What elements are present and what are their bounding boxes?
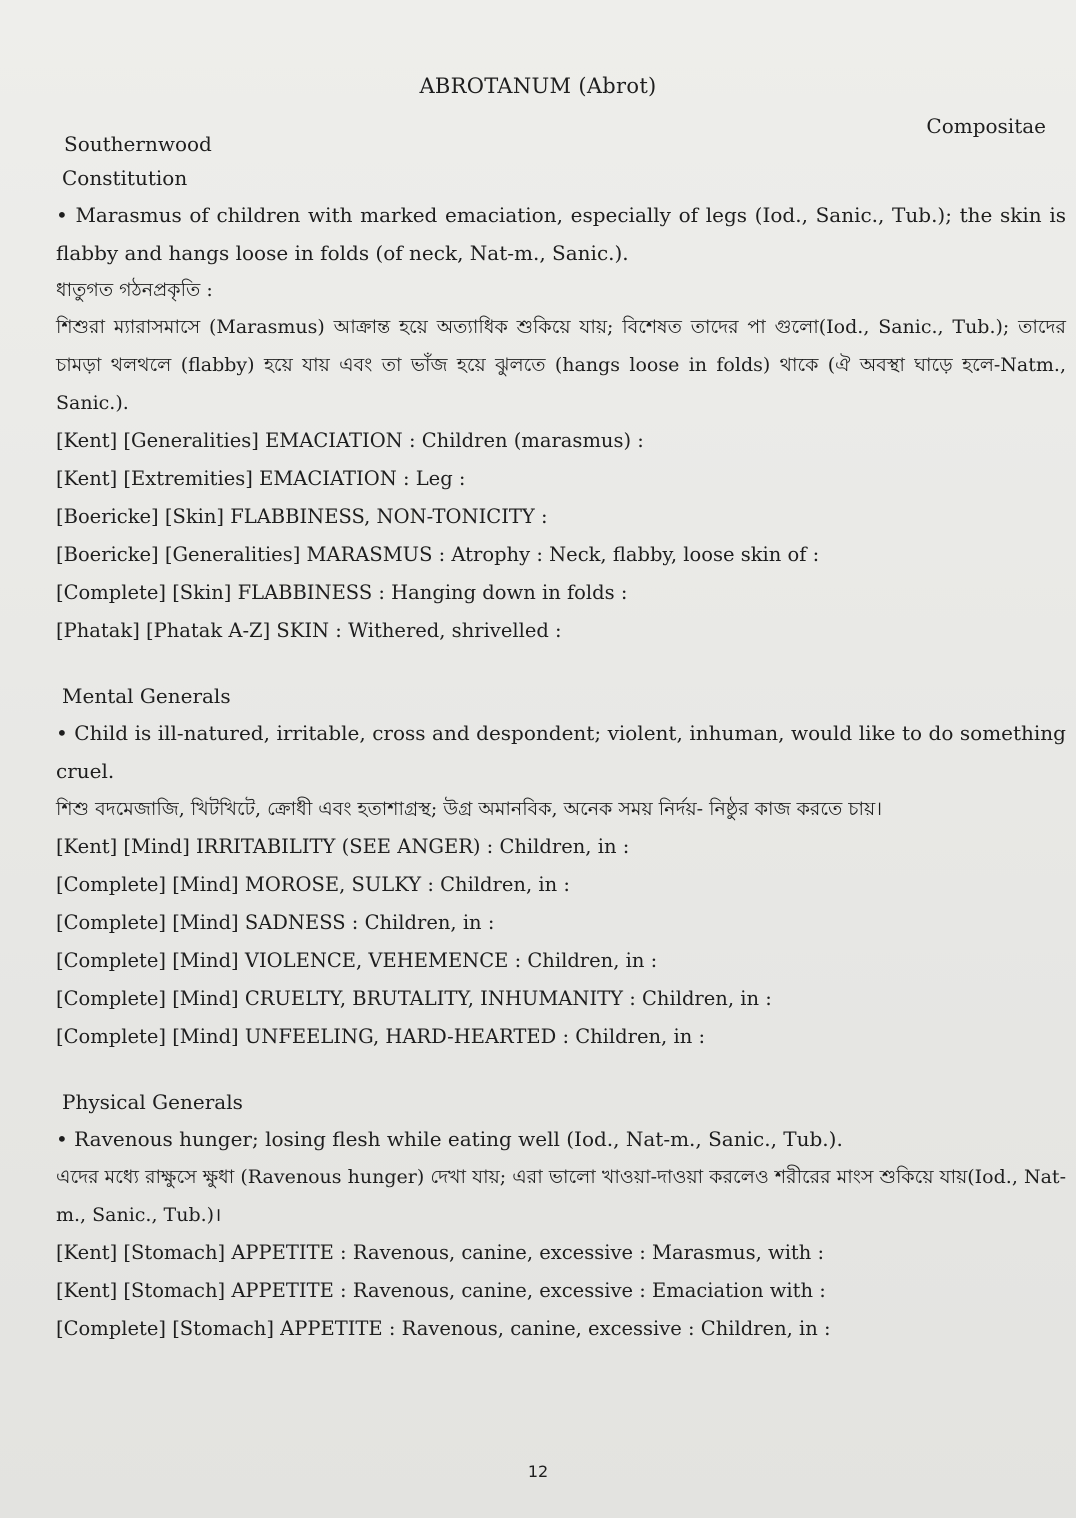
physical-generals-heading: Physical Generals	[62, 1090, 243, 1114]
mental-english: • Child is ill-natured, irritable, cross and despondent; violent, inhuman, would like to do something cruel.	[56, 721, 1066, 783]
rubric-line: [Kent] [Stomach] APPETITE : Ravenous, canine, excessive : Emaciation with :	[56, 1279, 826, 1302]
physical-rubrics	[56, 1234, 1066, 1348]
rubric-line: [Kent] [Extremities] EMACIATION : Leg :	[56, 467, 466, 490]
rubric-line: [Complete] [Mind] CRUELTY, BRUTALITY, INHUMANITY : Children, in :	[56, 987, 772, 1010]
mental-rubrics	[56, 828, 1066, 1056]
rubric-line: [Boericke] [Generalities] MARASMUS : Atrophy : Neck, flabby, loose skin of :	[56, 543, 820, 566]
rubric-line: [Phatak] [Phatak A-Z] SKIN : Withered, shrivelled :	[56, 619, 562, 642]
rubric-line: [Complete] [Skin] FLABBINESS : Hanging down in folds :	[56, 581, 628, 604]
rubric-line: [Complete] [Mind] MOROSE, SULKY : Children, in :	[56, 873, 570, 896]
constitution-english: • Marasmus of children with marked emaciation, especially of legs (Iod., Sanic., Tub.); the skin is flabby and hangs loose in folds (of neck, Nat-m., Sanic.).	[56, 203, 1066, 265]
rubric-line: [Complete] [Mind] UNFEELING, HARD-HEARTED : Children, in :	[56, 1025, 706, 1048]
constitution-bengali-label: ধাতুগত গঠনপ্রকৃতি :	[56, 279, 213, 301]
rubric-line: [Complete] [Stomach] APPETITE : Ravenous, canine, excessive : Children, in :	[56, 1317, 831, 1340]
plant-family: Compositae	[926, 114, 1046, 138]
rubric-line: [Complete] [Mind] SADNESS : Children, in :	[56, 911, 495, 934]
rubric-line: [Kent] [Generalities] EMACIATION : Children (marasmus) :	[56, 429, 644, 452]
rubric-line: [Complete] [Mind] VIOLENCE, VEHEMENCE : Children, in :	[56, 949, 658, 972]
rubric-line: [Boericke] [Skin] FLABBINESS, NON-TONICITY :	[56, 505, 548, 528]
physical-bengali: এদের মধ্যে রাক্ষুসে ক্ষুধা (Ravenous hunger) দেখা যায়; এরা ভালো খাওয়া-দাওয়া করলেও শরীরের মাংস শুকিয়ে যায়(Iod., Nat-m., Sanic., Tub.)।	[56, 1166, 1066, 1226]
rubric-line: [Kent] [Stomach] APPETITE : Ravenous, canine, excessive : Marasmus, with :	[56, 1241, 825, 1264]
page-content	[56, 166, 1066, 1348]
common-name: Southernwood	[64, 132, 212, 156]
page-number: 12	[527, 1462, 549, 1481]
remedy-title: ABROTANUM (Abrot)	[419, 74, 657, 98]
physical-english: • Ravenous hunger; losing flesh while eating well (Iod., Nat-m., Sanic., Tub.).	[56, 1127, 843, 1151]
mental-bengali: শিশু বদমেজাজি, খিটখিটে, ক্রোধী এবং হতাশাগ্রস্থ; উগ্র অমানবিক, অনেক সময় নির্দয়- নিষ্ঠুর কাজ করতে চায়।	[56, 798, 883, 820]
mental-generals-heading: Mental Generals	[62, 684, 231, 708]
constitution-heading: Constitution	[62, 166, 188, 190]
rubric-line: [Kent] [Mind] IRRITABILITY (SEE ANGER) : Children, in :	[56, 835, 630, 858]
constitution-bengali: শিশুরা ম্যারাসমাসে (Marasmus) আক্রান্ত হয়ে অত্যাধিক শুকিয়ে যায়; বিশেষত তাদের পা গুলো(Iod., Sanic., Tub.); তাদের চামড়া থলথলে (flabby) হয়ে যায় এবং তা ভাঁজ হয়ে ঝুলতে (hangs loose in folds) থাকে (ঐ অবস্থা ঘাড়ে হলে-Natm., Sanic.).	[56, 316, 1066, 414]
constitution-rubrics	[56, 422, 1066, 650]
